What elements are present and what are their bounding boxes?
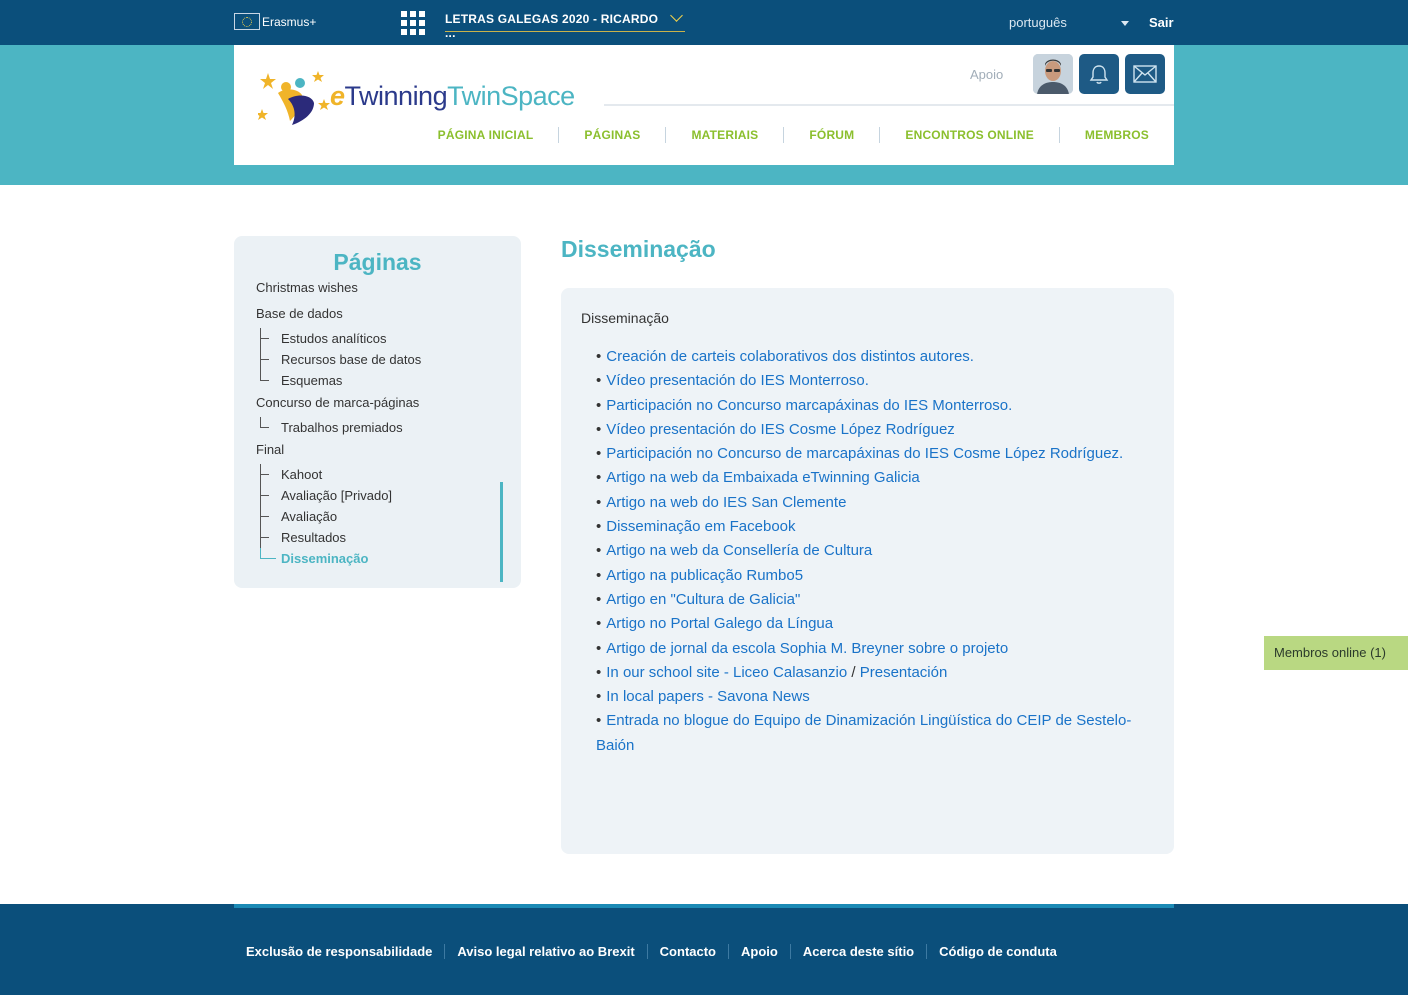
link-video-cosme-lopez[interactable]: Vídeo presentación do IES Cosme López Rodríguez [606, 420, 955, 438]
erasmus-logo[interactable] [234, 13, 316, 30]
list-item [596, 564, 1151, 588]
list-item [596, 588, 1151, 612]
list-item [596, 394, 1151, 418]
footer-link-brexit[interactable]: Aviso legal relativo ao Brexit [444, 944, 646, 959]
footer-accent-line [234, 904, 1174, 908]
list-item [596, 637, 1151, 661]
list-item [596, 539, 1151, 563]
tree-item-trabalhos-premiados[interactable]: Trabalhos premiados [256, 417, 506, 438]
language-selector[interactable] [1009, 15, 1129, 30]
language-value: português [1009, 15, 1067, 30]
pages-sidebar [234, 236, 521, 588]
tree-item-final[interactable]: Final [256, 442, 285, 457]
link-video-monterroso[interactable]: Vídeo presentación do IES Monterroso. [606, 372, 869, 390]
apps-grid-icon[interactable] [401, 11, 425, 35]
list-item [596, 612, 1151, 636]
link-ies-san-clemente[interactable]: Artigo na web do IES San Clemente [606, 493, 847, 511]
tree-item-christmas-wishes[interactable]: Christmas wishes [256, 280, 358, 295]
footer-link-code-of-conduct[interactable]: Código de conduta [926, 944, 1069, 959]
sidebar-scrollbar[interactable] [500, 482, 503, 582]
logout-link[interactable]: Sair [1149, 15, 1174, 30]
list-item [596, 418, 1151, 442]
support-link[interactable]: Apoio [970, 67, 1004, 82]
chevron-down-icon [670, 9, 683, 22]
nav-members[interactable]: MEMBROS [1059, 127, 1174, 143]
header-divider [604, 104, 1174, 106]
footer-link-about[interactable]: Acerca deste sítio [790, 944, 926, 959]
envelope-icon [1133, 64, 1157, 84]
tree-item-avaliacao[interactable]: Avaliação [256, 506, 506, 527]
link-jornal-sophia[interactable]: Artigo de jornal da escola Sophia M. Breyner sobre o projeto [606, 639, 1009, 657]
link-portal-galego[interactable]: Artigo no Portal Galego da Língua [606, 615, 834, 633]
link-liceo-calasanzio[interactable]: In our school site - Liceo Calasanzio [606, 663, 848, 681]
list-item [596, 709, 1151, 758]
link-embaixada-etwinning[interactable]: Artigo na web da Embaixada eTwinning Galicia [606, 469, 920, 487]
link-blogue-ceip[interactable]: Entrada no blogue do Equipo de Dinamización Lingüística do CEIP de Sestelo-Baión [596, 712, 1132, 754]
list-item [596, 345, 1151, 369]
project-name: LETRAS GALEGAS 2020 - RICARDO ... [445, 12, 659, 40]
sidebar-title: Páginas [333, 249, 422, 275]
user-photo-icon [1033, 54, 1073, 94]
nav-home[interactable]: PÁGINA INICIAL [437, 128, 534, 142]
link-rumbo5[interactable]: Artigo na publicação Rumbo5 [606, 566, 804, 584]
user-avatar[interactable] [1033, 54, 1073, 94]
link-facebook[interactable]: Disseminação em Facebook [606, 518, 796, 536]
list-item [596, 491, 1151, 515]
link-concurso-cosme-lopez[interactable]: Participación no Concurso de marcapáxinas do IES Cosme López Rodríguez. [606, 445, 1124, 463]
link-conselleria-cultura[interactable]: Artigo na web da Consellería de Cultura [606, 542, 873, 560]
site-header [234, 45, 1174, 165]
list-item [596, 515, 1151, 539]
list-item [596, 466, 1151, 490]
footer-link-disclaimer[interactable]: Exclusão de responsabilidade [246, 944, 433, 959]
dissemination-links [596, 345, 1151, 758]
nav-forum[interactable]: FÓRUM [783, 127, 879, 143]
footer-link-support[interactable]: Apoio [728, 944, 790, 959]
project-selector[interactable] [445, 12, 685, 40]
top-bar [0, 0, 1408, 45]
nav-pages[interactable]: PÁGINAS [558, 127, 665, 143]
eu-flag-icon [234, 13, 260, 30]
content-panel [561, 288, 1174, 854]
link-separator: / [851, 663, 856, 681]
notifications-button[interactable] [1079, 54, 1119, 94]
link-savona-news[interactable]: In local papers - Savona News [606, 688, 810, 706]
tree-item-base-de-dados[interactable]: Base de dados [256, 306, 343, 321]
nav-materials[interactable]: MATERIAIS [665, 127, 783, 143]
link-presentacion[interactable]: Presentación [859, 663, 948, 681]
list-item [596, 661, 1151, 685]
etwinning-twinspace-logo[interactable] [258, 69, 578, 127]
list-item [596, 685, 1151, 709]
nav-online-meetings[interactable]: ENCONTROS ONLINE [879, 127, 1059, 143]
main-navigation [409, 127, 1174, 143]
tree-item-estudos-analiticos[interactable]: Estudos analíticos [256, 328, 506, 349]
footer-navigation [234, 944, 1069, 959]
etwinning-figures-icon [258, 69, 330, 127]
tree-item-kahoot[interactable]: Kahoot [256, 464, 506, 485]
tree-item-disseminacao[interactable]: Disseminação [256, 548, 506, 569]
erasmus-label: Erasmus+ [262, 14, 317, 29]
link-concurso-monterroso[interactable]: Participación no Concurso marcapáxinas do IES Monterroso. [606, 396, 1013, 414]
online-members-tab[interactable]: Membros online (1) [1264, 636, 1408, 670]
tree-item-avaliacao-privado[interactable]: Avaliação [Privado] [256, 485, 506, 506]
logo-wordmark: eTwinningTwinSpace [330, 81, 575, 111]
tree-item-concurso-marca-paginas[interactable]: Concurso de marca-páginas [256, 395, 420, 410]
footer-link-contact[interactable]: Contacto [647, 944, 728, 959]
tree-item-resultados[interactable]: Resultados [256, 527, 506, 548]
caret-down-icon [1121, 21, 1129, 26]
list-item [596, 369, 1151, 393]
link-carteis[interactable]: Creación de carteis colaborativos dos distintos autores. [606, 348, 974, 365]
pages-tree [256, 280, 506, 569]
list-item [596, 442, 1151, 466]
link-cultura-de-galicia[interactable]: Artigo en "Cultura de Galicia" [606, 590, 801, 608]
tree-item-recursos-base-de-datos[interactable]: Recursos base de datos [256, 349, 506, 370]
tree-item-esquemas[interactable]: Esquemas [256, 370, 506, 391]
site-footer [0, 904, 1408, 995]
messages-button[interactable] [1125, 54, 1165, 94]
bell-icon [1088, 63, 1110, 85]
page-title: Disseminação [561, 236, 716, 262]
section-heading: Disseminação [581, 310, 669, 326]
